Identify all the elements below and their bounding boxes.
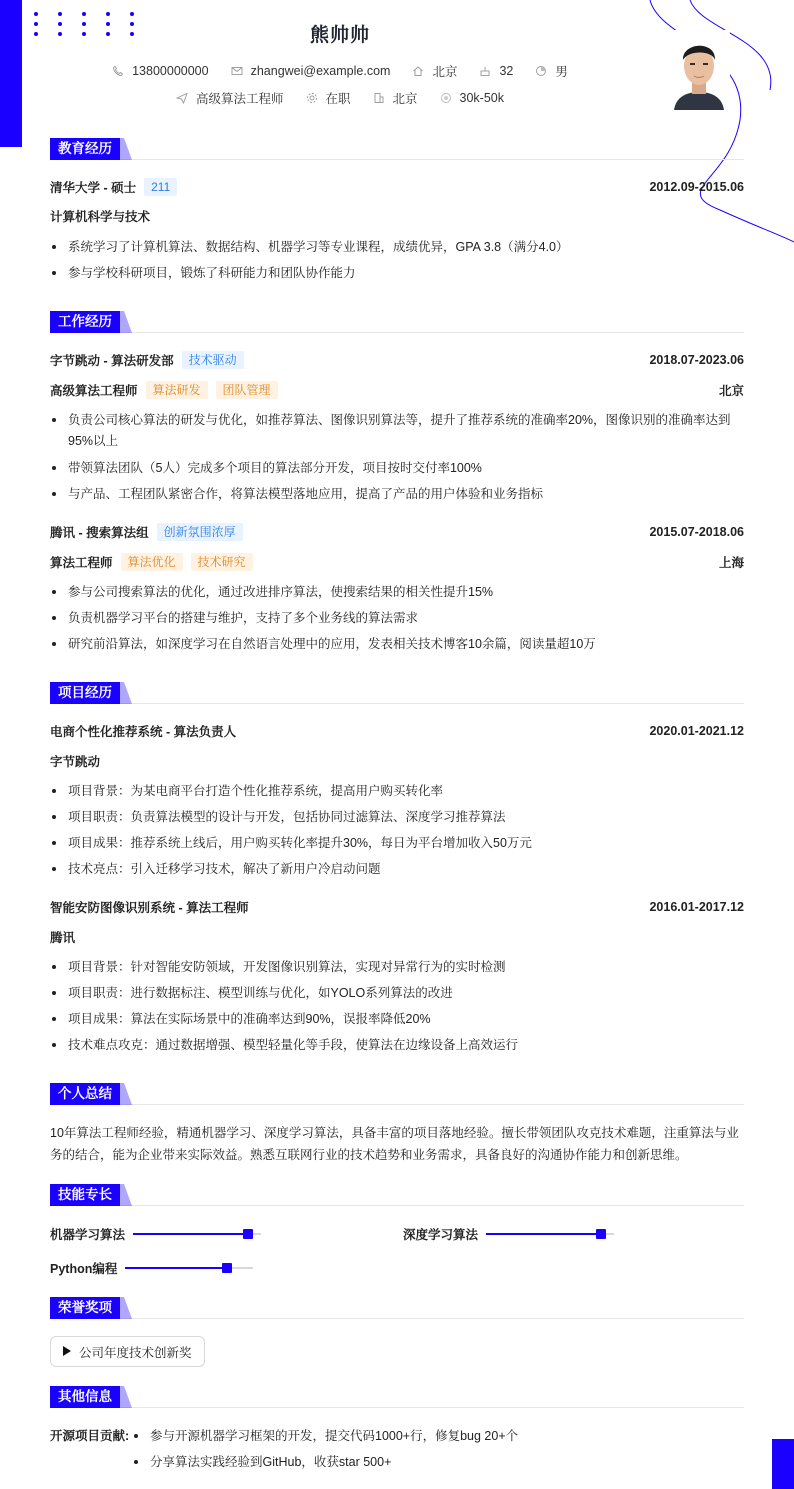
- skill-fill: [486, 1233, 601, 1235]
- salary-info: [440, 91, 504, 105]
- candidate-name: 熊帅帅: [309, 25, 370, 46]
- section-title: 荣誉奖项: [50, 1297, 120, 1319]
- project-name: 电商个性化推荐系统 - 算法负责人: [50, 725, 237, 739]
- company-name: 腾讯 - 搜索算法组: [50, 526, 149, 540]
- gender-icon: [535, 65, 547, 77]
- skill-name: Python编程: [50, 1262, 118, 1276]
- section-header-summary: [50, 1083, 744, 1105]
- job-target-text: 高级算法工程师: [195, 92, 284, 106]
- project-company-row: [50, 752, 744, 770]
- status-info: [306, 89, 351, 107]
- skill-level-bar: [486, 1230, 614, 1238]
- skill-level-bar: [133, 1230, 261, 1238]
- work-title-row: [50, 381, 744, 399]
- phone-text: 13800000000: [132, 64, 209, 78]
- skill-tag: 团队管理: [216, 381, 278, 399]
- section-title: 教育经历: [50, 138, 120, 160]
- target-city-text: 北京: [392, 92, 418, 106]
- city-text: 北京: [432, 65, 458, 79]
- work-location: 北京: [718, 384, 744, 398]
- project-name: 智能安防图像识别系统 - 算法工程师: [50, 901, 249, 915]
- project-company: 腾讯: [50, 931, 76, 945]
- play-triangle-icon: [63, 1345, 71, 1359]
- phone-icon: [112, 65, 124, 77]
- work-location: 上海: [718, 556, 744, 570]
- list-item: 项目背景：为某电商平台打造个性化推荐系统，提高用户购买转化率: [50, 781, 746, 802]
- list-item: 负责公司核心算法的研发与优化，如推荐算法、图像识别算法等，提升了推荐系统的准确率20%，图像识别的准确率达到95%以上: [50, 410, 746, 452]
- project-date: 2016.01-2017.12: [649, 900, 744, 914]
- list-item: 系统学习了计算机算法、数据结构、机器学习等专业课程，成绩优异，GPA 3.8（满分4.0）: [50, 237, 746, 258]
- avatar: [668, 30, 730, 110]
- list-item: 技术难点攻克：通过数据增强、模型轻量化等手段，使算法在边缘设备上高效运行: [50, 1035, 746, 1056]
- skill-item: [50, 1225, 261, 1243]
- email-text: zhangwei@example.com: [250, 64, 391, 78]
- job-title: 算法工程师: [50, 556, 113, 570]
- education-date: 2012.09-2015.06: [649, 180, 744, 194]
- section-header-awards: [50, 1297, 744, 1319]
- section-header-project: [50, 682, 744, 704]
- education-row: [50, 178, 744, 196]
- company-name: 字节跳动 - 算法研发部: [50, 354, 174, 368]
- work-company-row: [50, 523, 744, 541]
- project-row: [50, 898, 744, 916]
- building-icon: [373, 92, 385, 104]
- gender-text: 男: [555, 65, 568, 79]
- section-title: 其他信息: [50, 1386, 120, 1408]
- skill-tag: 技术研究: [191, 553, 253, 571]
- section-header-skills: [50, 1184, 744, 1206]
- list-item: 分享算法实践经验到GitHub，收获star 500+: [132, 1452, 732, 1473]
- project-company-row: [50, 928, 744, 946]
- cake-icon: [479, 65, 491, 77]
- section-title: 项目经历: [50, 682, 120, 704]
- skill-name: 机器学习算法: [50, 1228, 126, 1242]
- section-header-work: [50, 311, 744, 333]
- section-header-other: [50, 1386, 744, 1408]
- skill-tag: 算法优化: [121, 553, 183, 571]
- age-text: 32: [499, 64, 514, 78]
- list-item: 项目职责：进行数据标注、模型训练与优化，如YOLO系列算法的改进: [50, 983, 746, 1004]
- school-tag: 211: [144, 178, 177, 196]
- work-date: 2018.07-2023.06: [649, 353, 744, 367]
- award-item[interactable]: [50, 1336, 205, 1367]
- other-label: 开源项目贡献:: [50, 1429, 130, 1443]
- section-title: 工作经历: [50, 311, 120, 333]
- skill-fill: [125, 1267, 227, 1269]
- salary-text: 30k-50k: [459, 91, 505, 105]
- project-date: 2020.01-2021.12: [649, 724, 744, 738]
- company-tag: 技术驱动: [182, 351, 244, 369]
- list-item: 参与公司搜索算法的优化，通过改进排序算法，使搜索结果的相关性提升15%: [50, 582, 746, 603]
- skill-knob: [222, 1263, 232, 1273]
- gender-info: [535, 62, 568, 80]
- job-intent-row: [0, 89, 680, 107]
- skill-item: [403, 1225, 614, 1243]
- skill-knob: [596, 1229, 606, 1239]
- list-item: 负责机器学习平台的搭建与维护，支持了多个业务线的算法需求: [50, 608, 746, 629]
- list-item: 带领算法团队（5人）完成多个项目的算法部分开发，项目按时交付率100%: [50, 458, 746, 479]
- summary-text: 10年算法工程师经验，精通机器学习、深度学习算法，具备丰富的项目落地经验。擅长带领团队攻克技术难题，注重算法与业务的结合，能为企业带来实际效益。熟悉互联网行业的技术趋势和业务需求，具备良好的沟通协作能力和创新思维。: [50, 1126, 739, 1162]
- coin-icon: [440, 92, 452, 104]
- corner-accent-bar: [772, 1439, 794, 1489]
- job-title: 高级算法工程师: [50, 384, 138, 398]
- company-tag: 创新氛围浓厚: [157, 523, 243, 541]
- skill-fill: [133, 1233, 248, 1235]
- email-info: [231, 64, 391, 78]
- list-item: 项目成果：推荐系统上线后，用户购买转化率提升30%，每日为平台增加收入50万元: [50, 833, 746, 854]
- target-city-info: [373, 89, 418, 107]
- work-company-row: [50, 351, 744, 369]
- project-row: [50, 722, 744, 740]
- contact-row: [0, 62, 680, 80]
- mail-icon: [231, 65, 243, 77]
- gear-icon: [306, 92, 318, 104]
- home-icon: [412, 65, 424, 77]
- list-item: 研究前沿算法，如深度学习在自然语言处理中的应用，发表相关技术博客10余篇，阅读量超10万: [50, 634, 746, 655]
- list-item: 项目成果：算法在实际场景中的准确率达到90%，误报率降低20%: [50, 1009, 746, 1030]
- status-text: 在职: [325, 92, 351, 106]
- school-name: 清华大学 - 硕士: [50, 181, 137, 195]
- list-item: 参与学校科研项目，锻炼了科研能力和团队协作能力: [50, 263, 746, 284]
- award-name: 公司年度技术创新奖: [79, 1345, 192, 1360]
- major-name: 计算机科学与技术: [50, 210, 151, 224]
- list-item: 技术亮点：引入迁移学习技术，解决了新用户冷启动问题: [50, 859, 746, 880]
- skill-level-bar: [125, 1264, 253, 1272]
- send-icon: [176, 92, 188, 104]
- skill-name: 深度学习算法: [403, 1228, 479, 1242]
- age-info: [479, 64, 513, 78]
- list-item: 项目背景：针对智能安防领域，开发图像识别算法，实现对异常行为的实时检测: [50, 957, 746, 978]
- work-date: 2015.07-2018.06: [649, 525, 744, 539]
- section-title: 个人总结: [50, 1083, 120, 1105]
- section-header-education: [50, 138, 744, 160]
- skill-tag: 算法研发: [146, 381, 208, 399]
- work-title-row: [50, 553, 744, 571]
- skill-knob: [243, 1229, 253, 1239]
- major-row: [50, 207, 744, 225]
- list-item: 项目职责：负责算法模型的设计与开发，包括协同过滤算法、深度学习推荐算法: [50, 807, 746, 828]
- list-item: 与产品、工程团队紧密合作，将算法模型落地应用，提高了产品的用户体验和业务指标: [50, 484, 746, 505]
- city-info: [412, 62, 457, 80]
- section-title: 技能专长: [50, 1184, 120, 1206]
- phone-info: [112, 64, 208, 78]
- project-company: 字节跳动: [50, 755, 101, 769]
- job-target-info: [176, 89, 284, 107]
- skill-item: [50, 1259, 253, 1277]
- list-item: 参与开源机器学习框架的开发，提交代码1000+行，修复bug 20+个: [132, 1426, 732, 1447]
